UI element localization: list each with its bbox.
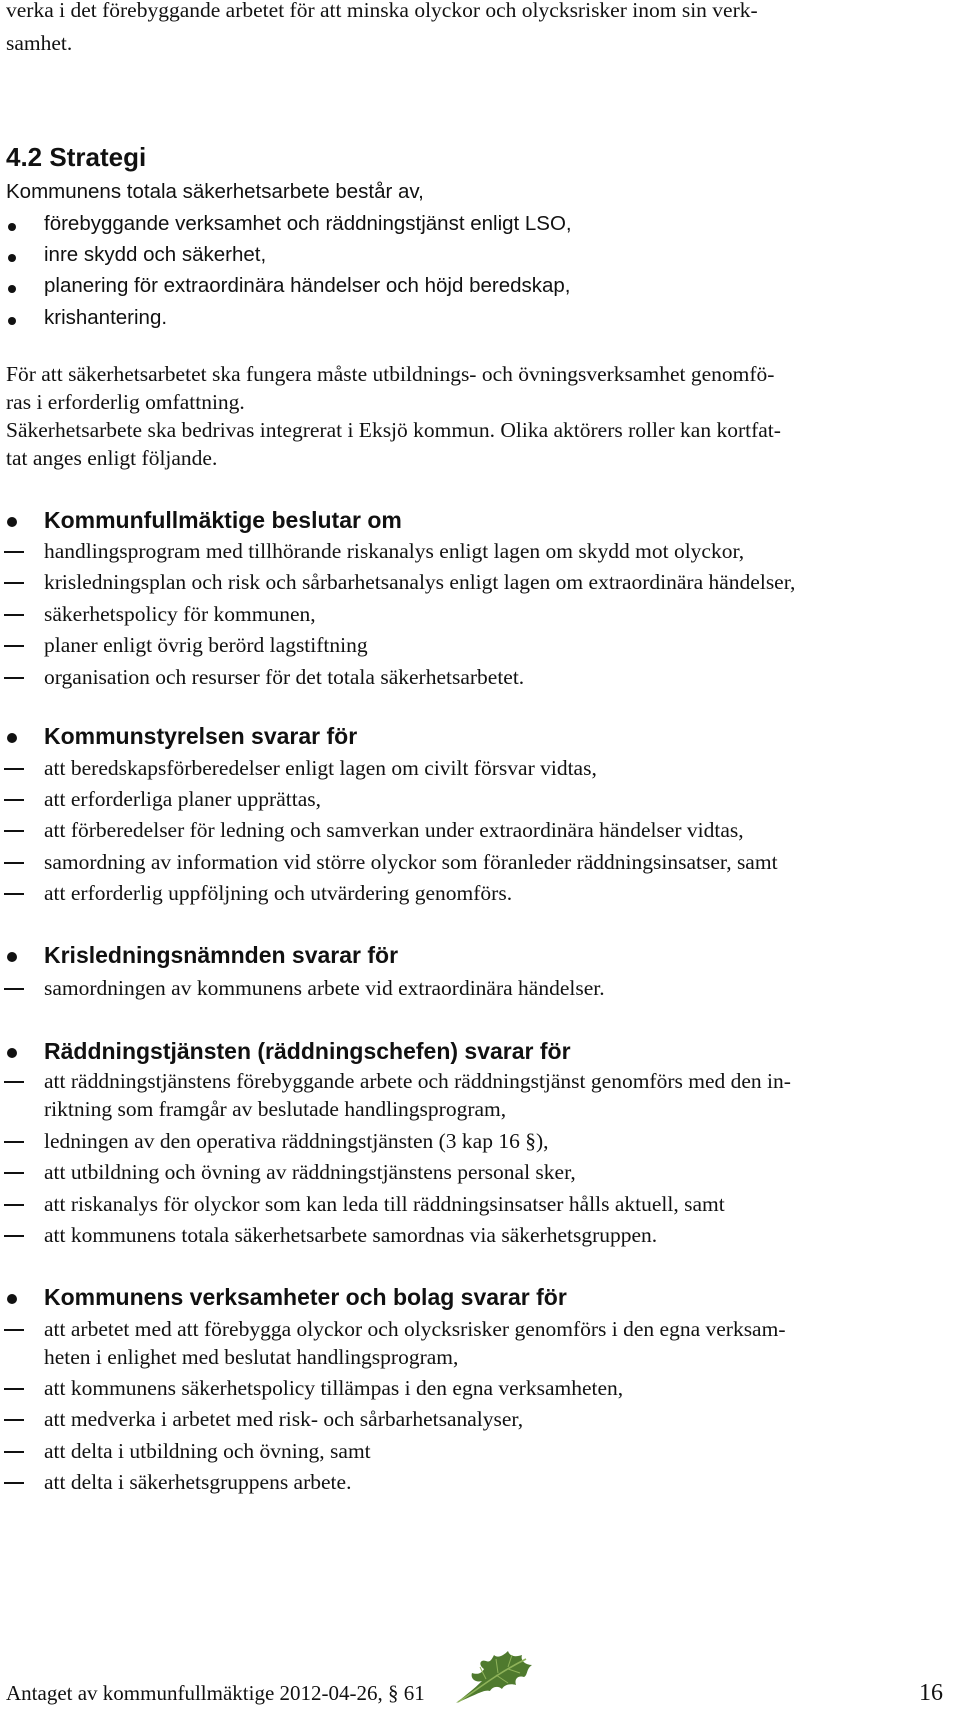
dash-icon bbox=[4, 1451, 24, 1453]
section-heading-verksamheter-bolag: Kommunens verksamheter och bolag svarar för bbox=[44, 1284, 567, 1310]
dash-icon bbox=[4, 988, 24, 990]
strategy-para2-line2: tat anges enligt följande. bbox=[6, 446, 218, 470]
strategy-bullet-2: inre skydd och säkerhet, bbox=[44, 243, 267, 266]
dash-icon bbox=[4, 1235, 24, 1237]
bullet-icon bbox=[8, 285, 16, 293]
section-bullet-icon bbox=[7, 733, 17, 743]
dash-icon bbox=[4, 645, 24, 647]
dash-icon bbox=[4, 1419, 24, 1421]
list-item: säkerhetspolicy för kommunen, bbox=[44, 602, 316, 626]
list-item: att arbetet med att förebygga olyckor och olycksrisker genomförs i den egna verksam- bbox=[44, 1317, 786, 1341]
list-item: att kommunens totala säkerhetsarbete samordnas via säkerhetsgruppen. bbox=[44, 1223, 658, 1247]
section-bullet-icon bbox=[7, 952, 17, 962]
section-heading-krisledningsnamnden: Krisledningsnämnden svarar för bbox=[44, 942, 399, 968]
list-item: ledningen av den operativa räddningstjänsten (3 kap 16 §), bbox=[44, 1129, 549, 1153]
section-bullet-icon bbox=[7, 517, 17, 527]
list-item: att utbildning och övning av räddningstjänstens personal sker, bbox=[44, 1160, 576, 1184]
page-number: 16 bbox=[919, 1680, 943, 1706]
dash-icon bbox=[4, 830, 24, 832]
section-heading-raddningstjansten: Räddningstjänsten (räddningschefen) svarar för bbox=[44, 1038, 571, 1064]
strategy-bullet-3: planering för extraordinära händelser och höjd beredskap, bbox=[44, 274, 571, 297]
dash-icon bbox=[4, 768, 24, 770]
strategy-bullet-4: krishantering. bbox=[44, 306, 168, 329]
intro-line-2: samhet. bbox=[6, 31, 73, 55]
dash-icon bbox=[4, 1172, 24, 1174]
list-item: att beredskapsförberedelser enligt lagen om civilt försvar vidtas, bbox=[44, 756, 597, 780]
bullet-icon bbox=[8, 317, 16, 325]
list-item-continuation: riktning som framgår av beslutade handlingsprogram, bbox=[44, 1097, 507, 1121]
section-heading-kommunfullmaktige: Kommunfullmäktige beslutar om bbox=[44, 507, 402, 533]
oak-leaf-logo-icon bbox=[446, 1645, 536, 1707]
list-item: att delta i säkerhetsgruppens arbete. bbox=[44, 1470, 352, 1494]
dash-icon bbox=[4, 893, 24, 895]
list-item: krisledningsplan och risk och sårbarhetsanalys enligt lagen om extraordinära händelser, bbox=[44, 570, 796, 594]
section-heading-kommunstyrelsen: Kommunstyrelsen svarar för bbox=[44, 723, 358, 749]
list-item: organisation och resurser för det totala säkerhetsarbetet. bbox=[44, 665, 525, 689]
intro-line-1: verka i det förebyggande arbetet för att minska olyckor och olycksrisker inom sin verk- bbox=[6, 0, 758, 22]
dash-icon bbox=[4, 551, 24, 553]
strategy-para1-line1: För att säkerhetsarbetet ska fungera måste utbildnings- och övningsverksamhet genomfö- bbox=[6, 362, 775, 386]
list-item: att erforderlig uppföljning och utvärdering genomförs. bbox=[44, 881, 513, 905]
dash-icon bbox=[4, 1204, 24, 1206]
strategy-bullet-1: förebyggande verksamhet och räddningstjänst enligt LSO, bbox=[44, 212, 572, 235]
list-item: samordning av information vid större olyckor som föranleder räddningsinsatser, samt bbox=[44, 850, 778, 874]
dash-icon bbox=[4, 582, 24, 584]
strategy-para1-line2: ras i erforderlig omfattning. bbox=[6, 390, 245, 414]
footer-adopted: Antaget av kommunfullmäktige 2012-04-26, § 61 bbox=[6, 1681, 425, 1705]
list-item: handlingsprogram med tillhörande riskanalys enligt lagen om skydd mot olyckor, bbox=[44, 539, 745, 563]
section-heading-strategi: 4.2 Strategi bbox=[6, 142, 147, 172]
bullet-icon bbox=[8, 254, 16, 262]
dash-icon bbox=[4, 1482, 24, 1484]
list-item: att erforderliga planer upprättas, bbox=[44, 787, 321, 811]
list-item: planer enligt övrig berörd lagstiftning bbox=[44, 633, 368, 657]
dash-icon bbox=[4, 1141, 24, 1143]
list-item: att förberedelser för ledning och samverkan under extraordinära händelser vidtas, bbox=[44, 818, 744, 842]
list-item: att delta i utbildning och övning, samt bbox=[44, 1439, 371, 1463]
list-item: att räddningstjänstens förebyggande arbete och räddningstjänst genomförs med den in- bbox=[44, 1069, 791, 1093]
list-item: att kommunens säkerhetspolicy tillämpas i den egna verksamheten, bbox=[44, 1376, 624, 1400]
dash-icon bbox=[4, 1388, 24, 1390]
strategy-lead: Kommunens totala säkerhetsarbete består av, bbox=[6, 180, 424, 203]
section-bullet-icon bbox=[7, 1294, 17, 1304]
dash-icon bbox=[4, 799, 24, 801]
dash-icon bbox=[4, 677, 24, 679]
strategy-para2-line1: Säkerhetsarbete ska bedrivas integrerat i Eksjö kommun. Olika aktörers roller kan kortfat- bbox=[6, 418, 781, 442]
dash-icon bbox=[4, 1329, 24, 1331]
bullet-icon bbox=[8, 223, 16, 231]
list-item-continuation: heten i enlighet med beslutat handlingsprogram, bbox=[44, 1345, 459, 1369]
dash-icon bbox=[4, 1081, 24, 1083]
list-item: att riskanalys för olyckor som kan leda till räddningsinsatser hålls aktuell, samt bbox=[44, 1192, 725, 1216]
list-item: att medverka i arbetet med risk- och sårbarhetsanalyser, bbox=[44, 1407, 524, 1431]
dash-icon bbox=[4, 614, 24, 616]
dash-icon bbox=[4, 862, 24, 864]
list-item: samordningen av kommunens arbete vid extraordinära händelser. bbox=[44, 976, 605, 1000]
section-bullet-icon bbox=[7, 1048, 17, 1058]
